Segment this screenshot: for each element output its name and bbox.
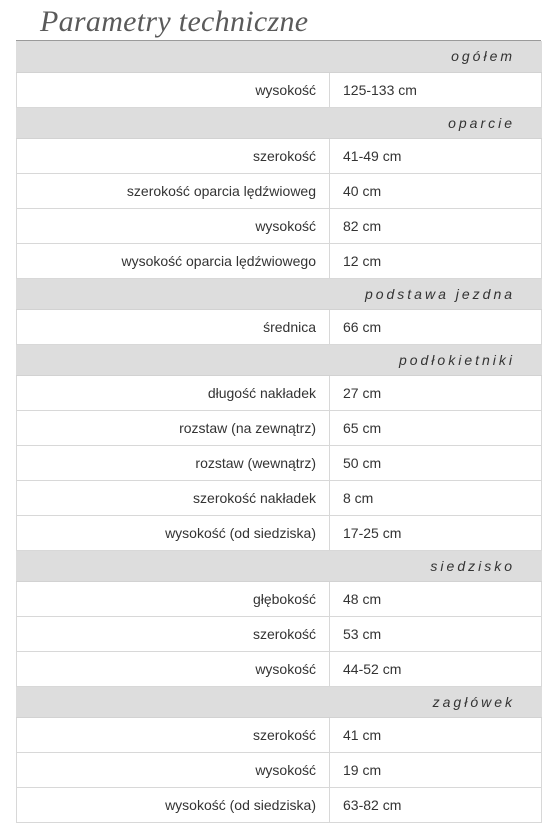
spec-label: szerokość oparcia lędźwioweg [17, 173, 330, 208]
spec-value: 40 cm [330, 173, 542, 208]
table-row [17, 787, 542, 822]
spec-value: 50 cm [330, 445, 542, 480]
section-heading: oparcie [17, 107, 542, 138]
table-row [17, 445, 542, 480]
spec-label: wysokość [17, 208, 330, 243]
section-header-podlokietniki [17, 344, 542, 375]
section-header-oparcie [17, 107, 542, 138]
specs-table-body [17, 41, 542, 822]
spec-label: średnica [17, 309, 330, 344]
section-header-podstawa-jezdna [17, 278, 542, 309]
spec-value: 63-82 cm [330, 787, 542, 822]
spec-label: wysokość [17, 72, 330, 107]
table-row [17, 309, 542, 344]
spec-label: wysokość [17, 651, 330, 686]
spec-label: głębokość [17, 581, 330, 616]
section-heading: ogółem [17, 41, 542, 72]
spec-label: szerokość [17, 138, 330, 173]
spec-label: szerokość [17, 616, 330, 651]
spec-label: wysokość (od siedziska) [17, 515, 330, 550]
section-heading: podłokietniki [17, 344, 542, 375]
spec-label: wysokość oparcia lędźwiowego [17, 243, 330, 278]
table-row [17, 138, 542, 173]
section-header-zaglowek [17, 686, 542, 717]
spec-label: szerokość nakładek [17, 480, 330, 515]
spec-value: 19 cm [330, 752, 542, 787]
table-row [17, 717, 542, 752]
spec-label: rozstaw (na zewnątrz) [17, 410, 330, 445]
table-row [17, 752, 542, 787]
spec-value: 8 cm [330, 480, 542, 515]
spec-value: 44-52 cm [330, 651, 542, 686]
spec-value: 41 cm [330, 717, 542, 752]
spec-label: rozstaw (wewnątrz) [17, 445, 330, 480]
table-row [17, 72, 542, 107]
spec-label: szerokość [17, 717, 330, 752]
spec-label: długość nakładek [17, 375, 330, 410]
section-header-ogolem [17, 41, 542, 72]
page-title: Parametry techniczne [40, 5, 309, 38]
section-heading: siedzisko [17, 550, 542, 581]
spec-value: 125-133 cm [330, 72, 542, 107]
spec-value: 53 cm [330, 616, 542, 651]
specs-table [16, 41, 542, 823]
spec-value: 27 cm [330, 375, 542, 410]
table-row [17, 173, 542, 208]
spec-label: wysokość [17, 752, 330, 787]
spec-value: 48 cm [330, 581, 542, 616]
spec-label: wysokość (od siedziska) [17, 787, 330, 822]
table-row [17, 375, 542, 410]
spec-value: 17-25 cm [330, 515, 542, 550]
table-row [17, 480, 542, 515]
spec-value: 12 cm [330, 243, 542, 278]
section-heading: podstawa jezdna [17, 278, 542, 309]
table-row [17, 616, 542, 651]
table-row [17, 410, 542, 445]
spec-value: 82 cm [330, 208, 542, 243]
section-header-siedzisko [17, 550, 542, 581]
spec-value: 65 cm [330, 410, 542, 445]
table-row [17, 651, 542, 686]
spec-value: 66 cm [330, 309, 542, 344]
table-row [17, 208, 542, 243]
table-row [17, 581, 542, 616]
table-row [17, 243, 542, 278]
table-row [17, 515, 542, 550]
spec-value: 41-49 cm [330, 138, 542, 173]
section-heading: zagłówek [17, 686, 542, 717]
